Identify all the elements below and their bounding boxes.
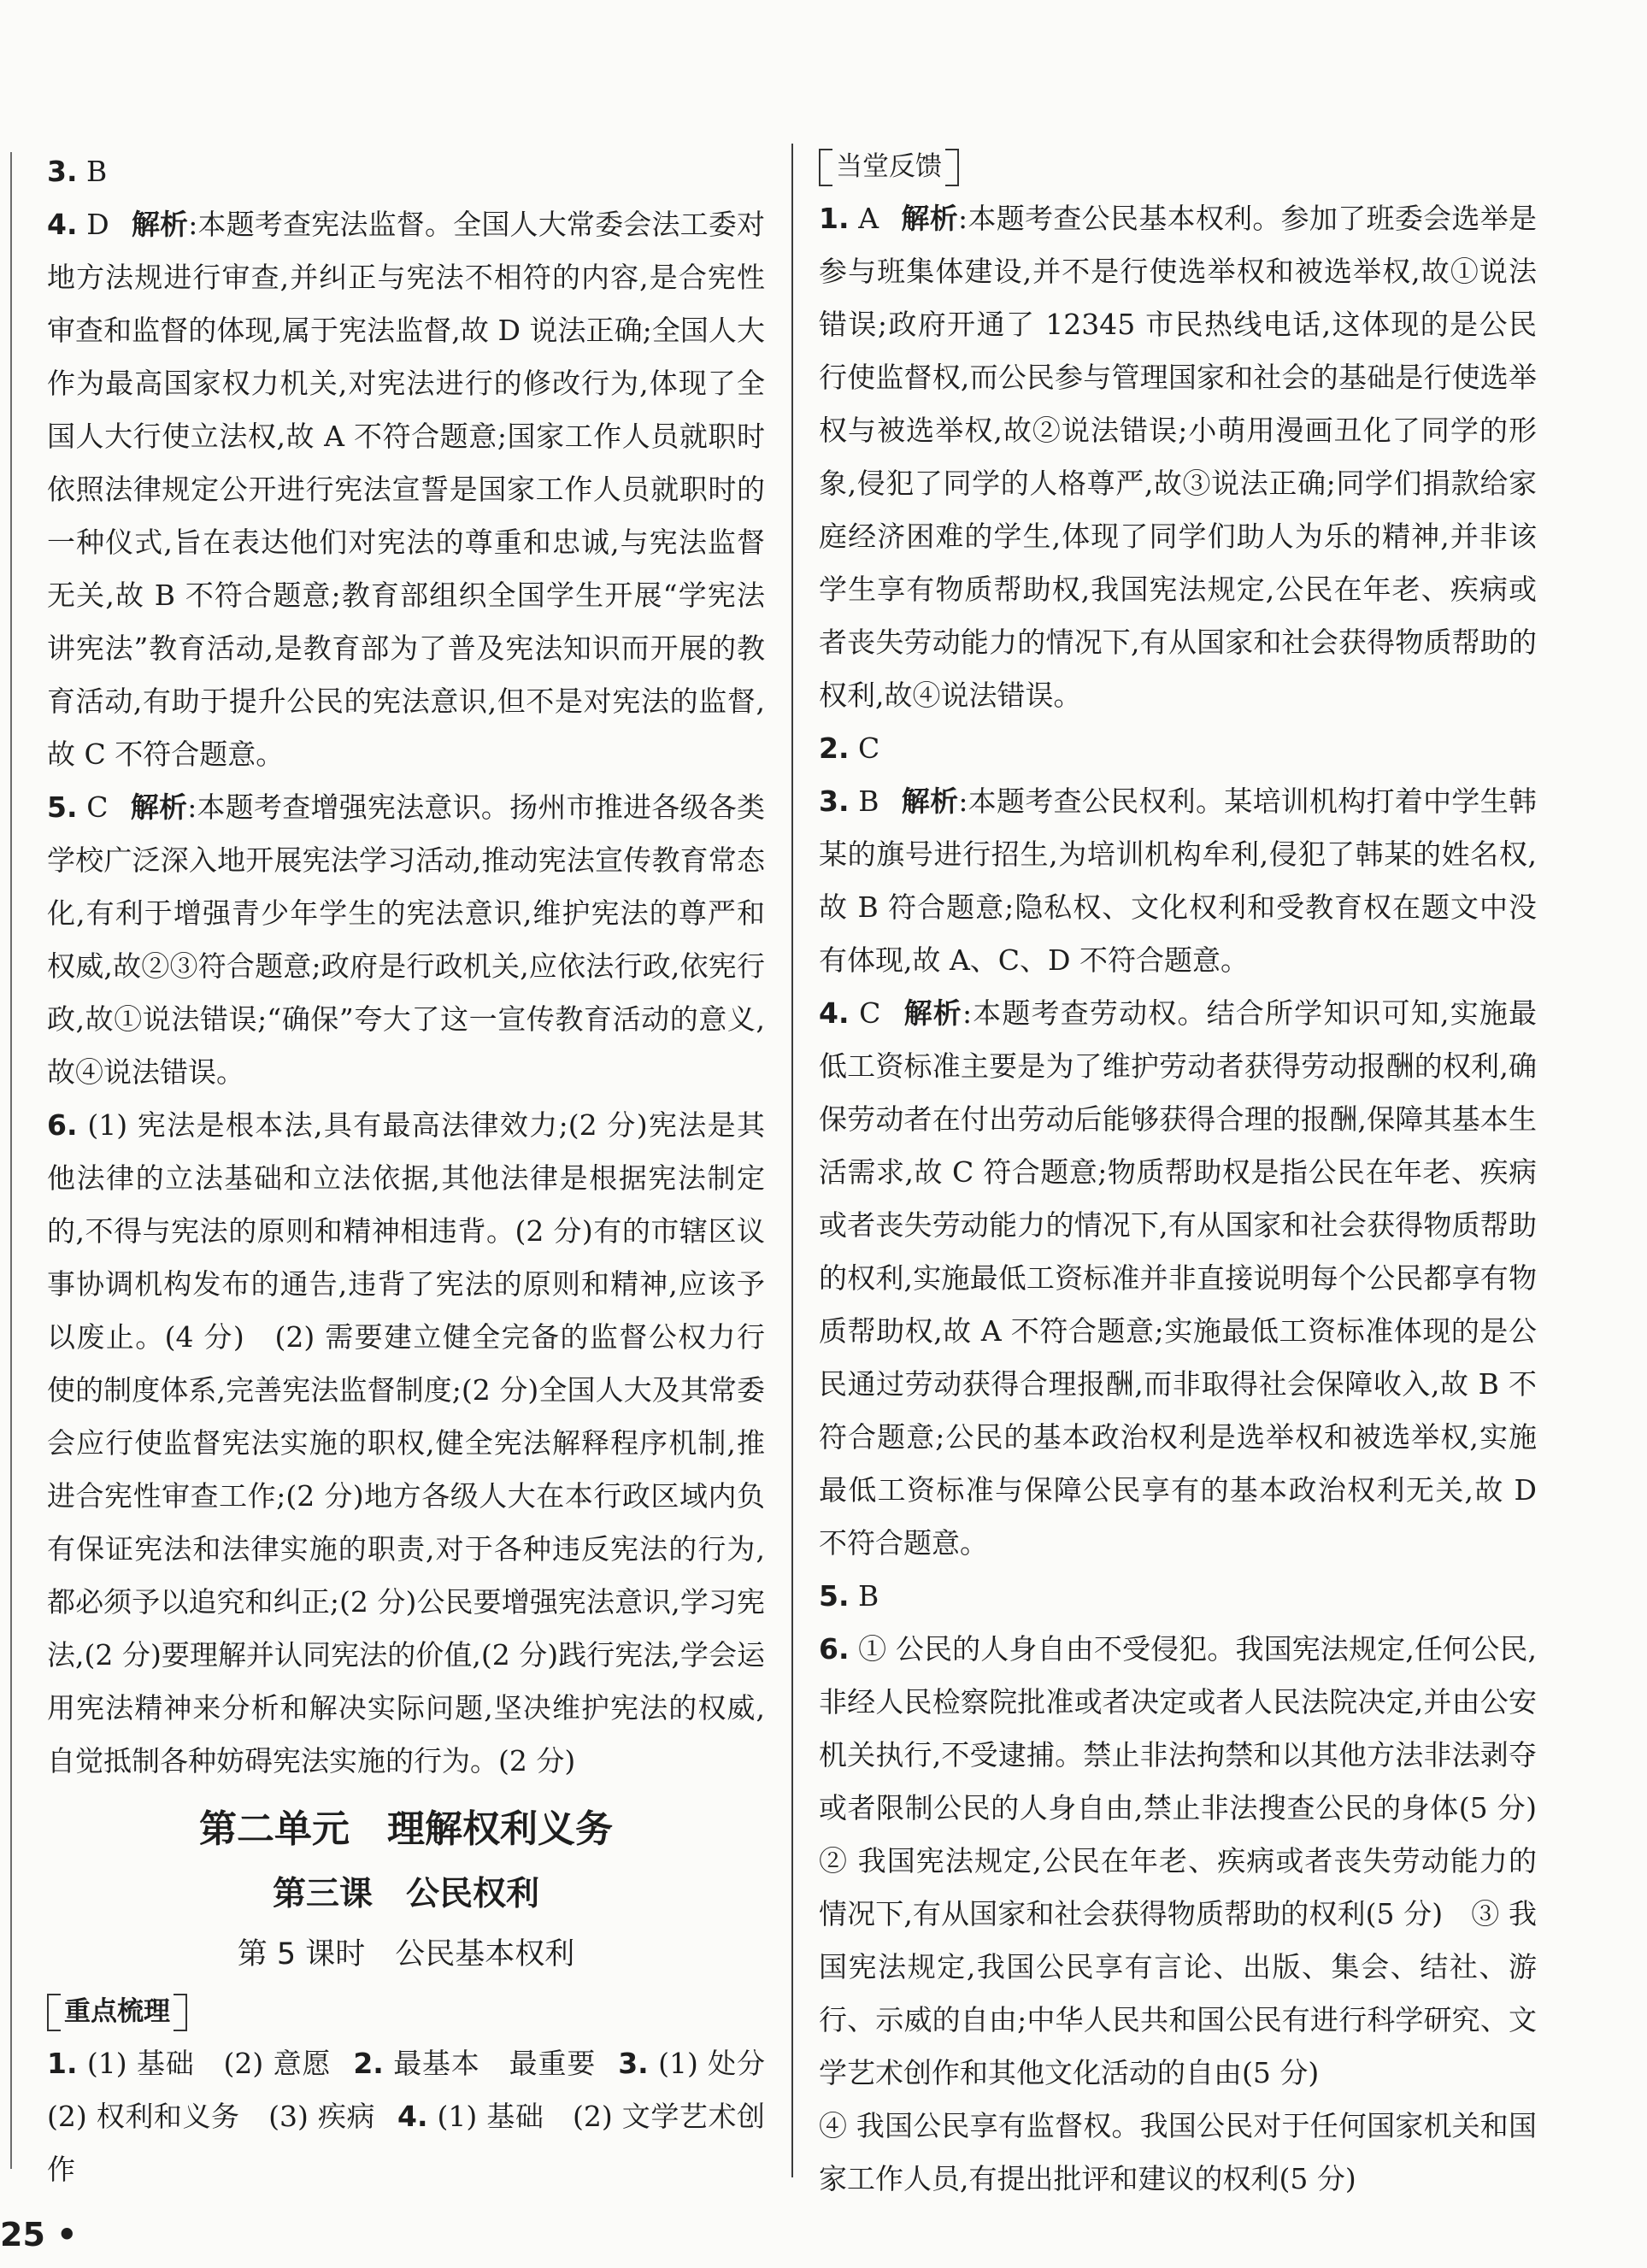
period-title: 第 5 课时 公民基本权利: [237, 1937, 575, 1971]
left-column: [47, 145, 794, 2196]
analysis-text: :本题考查宪法监督。全国人大常委会法工委对地方法规进行审查,并纠正与宪法不相符的内容,是合宪性审查和监督的体现,属于宪法监督,故 D 说法正确;全国人大作为最高国家权力机关,对宪法进行的修改行为,体现了全国人大行使立法权,故 A 不符合题意;国家工作人员就职时依照法律规定公开进行宪法宣誓是国家工作人员就职时的一种仪式,旨在表达他们对宪法的尊重和忠诚,与宪法监督无关,故 B 不符合题意;教育部组织全国学生开展“学宪法 讲宪法”教育活动,是教育部为了普及宪法知识而开展的教育活动,有助于提升公民的宪法意识,但不是对宪法的监督,故 C 不符合题意。: [47, 208, 793, 771]
answer-item: 4. D 解析:本题考查宪法监督。全国人大常委会法工委对地方法规进行审查,并纠正与宪法不相符的内容,是合宪性审查和监督的体现,属于宪法监督,故 D 说法正确;全国人大作为最高国家权力机关,对宪法进行的修改行为,体现了全国人大行使立法权,故 A 不符合题意;国家工作人员就职时依照法律规定公开进行宪法宣誓是国家工作人员就职时的一种仪式,旨在表达他们对宪法的尊重和忠诚,与宪法监督无关,故 B 不符合题意;教育部组织全国学生开展“学宪法 讲宪法”教育活动,是教育部为了普及宪法知识而开展的教育活动,有助于提升公民的宪法意识,但不是对宪法的监督,故 C 不符合题意。: [47, 208, 793, 771]
answer-item: 1. A 解析:本题考查公民基本权利。参加了班委会选举是参与班集体建设,并不是行使选举权和被选举权,故①说法错误;政府开通了 12345 市民热线电话,这体现的是公民行使监督权,而公民参与管理国家和社会的基础是行使选举权与被选举权,故②说法错误;小萌用漫画丑化了同学的形象,侵犯了同学的人格尊严,故③说法正确;同学们捐款给家庭经济困难的学生,体现了同学们助人为乐的精神,并非该学生享有物质帮助权,我国宪法规定,公民在年老、疾病或者丧失劳动能力的情况下,有从国家和社会获得物质帮助的权利,故④说法错误。: [819, 202, 1538, 712]
analysis-text: :本题考查公民基本权利。参加了班委会选举是参与班集体建设,并不是行使选举权和被选举权,故①说法错误;政府开通了 12345 市民热线电话,这体现的是公民行使监督权,而公民参与管理国家和社会的基础是行使选举权与被选举权,故②说法错误;小萌用漫画丑化了同学的形象,侵犯了同学的人格尊严,故③说法正确;同学们捐款给家庭经济困难的学生,体现了同学们助人为乐的精神,并非该学生享有物质帮助权,我国宪法规定,公民在年老、疾病或者丧失劳动能力的情况下,有从国家和社会获得物质帮助的权利,故④说法错误。: [819, 202, 1538, 712]
answer-text: (1) 宪法是根本法,具有最高法律效力;(2 分)宪法是其他法律的立法基础和立法依据,其他法律是根据宪法制定的,不得与宪法的原则和精神相违背。(2 分)有的市辖区议事协调机构发布的通告,违背了宪法的原则和精神,应该予以废止。(4 分) (2) 需要建立健全完备的监督公权力行使的制度体系,完善宪法监督制度;(2 分)全国人大及其常委会应行使监督宪法实施的职权,健全宪法解释程序机制,推进合宪性审查工作;(2 分)地方各级人大在本行政区域内负有保证宪法和法律实施的职责,对于各种违反宪法的行为,都必须予以追究和纠正;(2 分)公民要增强宪法意识,学习宪法,(2 分)要理解并认同宪法的价值,(2 分)践行宪法,学会运用宪法精神来分析和解决实际问题,坚决维护宪法的权威,自觉抵制各种妨碍宪法实施的行为。(2 分): [47, 1108, 765, 1777]
analysis-label: 解析: [903, 996, 962, 1030]
answer-item: 5. B: [819, 1579, 879, 1613]
analysis-label: 解析: [130, 790, 188, 824]
section-label-feedback: 当堂反馈: [819, 139, 1537, 192]
answer-choice: C: [86, 790, 109, 824]
analysis-label: 解析: [131, 208, 189, 241]
answer-choice: B: [86, 155, 108, 188]
answer-item: 4. C 解析:本题考查劳动权。结合所学知识可知,实施最低工资标准主要是为了维护劳动者获得劳动报酬的权利,确保劳动者在付出劳动后能够获得合理的报酬,保障其基本生活需求,故 C 符合题意;物质帮助权是指公民在年老、疾病或者丧失劳动能力的情况下,有从国家和社会获得物质帮助的权利,实施最低工资标准并非直接说明每个公民都享有物质帮助权,故 A 不符合题意;实施最低工资标准体现的是公民通过劳动获得合理报酬,而非取得社会保障收入,故 B 不符合题意;公民的基本政治权利是选举权和被选举权,实施最低工资标准与保障公民享有的基本政治权利无关,故 D 不符合题意。: [819, 996, 1538, 1560]
answer-item: 6. (1) 宪法是根本法,具有最高法律效力;(2 分)宪法是其他法律的立法基础和立法依据,其他法律是根据宪法制定的,不得与宪法的原则和精神相违背。(2 分)有的市辖区议事协调机构发布的通告,违背了宪法的原则和精神,应该予以废止。(4 分) (2) 需要建立健全完备的监督公权力行使的制度体系,完善宪法监督制度;(2 分)全国人大及其常委会应行使监督宪法实施的职权,健全宪法解释程序机制,推进合宪性审查工作;(2 分)地方各级人大在本行政区域内负有保证宪法和法律实施的职责,对于各种违反宪法的行为,都必须予以追究和纠正;(2 分)公民要增强宪法意识,学习宪法,(2 分)要理解并认同宪法的价值,(2 分)践行宪法,学会运用宪法精神来分析和解决实际问题,坚决维护宪法的权威,自觉抵制各种妨碍宪法实施的行为。(2 分): [47, 1108, 765, 1777]
answer-text-continued: ④ 我国公民享有监督权。我国公民对于任何国家机关和国家工作人员,有提出批评和建议的权利(5 分): [819, 2109, 1537, 2195]
answer-choice: B: [858, 1579, 879, 1613]
answer-choice: D: [86, 208, 109, 241]
answer-choice: C: [858, 732, 880, 765]
analysis-label: 解析: [901, 784, 959, 818]
analysis-text: :本题考查劳动权。结合所学知识可知,实施最低工资标准主要是为了维护劳动者获得劳动报酬的权利,确保劳动者在付出劳动后能够获得合理的报酬,保障其基本生活需求,故 C 符合题意;物质帮助权是指公民在年老、疾病或者丧失劳动能力的情况下,有从国家和社会获得物质帮助的权利,实施最低工资标准并非直接说明每个公民都享有物质帮助权,故 A 不符合题意;实施最低工资标准体现的是公民通过劳动获得合理报酬,而非取得社会保障收入,故 B 不符合题意;公民的基本政治权利是选举权和被选举权,实施最低工资标准与保障公民享有的基本政治权利无关,故 D 不符合题意。: [819, 996, 1538, 1560]
column-divider: [791, 144, 793, 2177]
review-answers: 1. (1) 基础 (2) 意愿 2. 最基本 最重要 3. (1) 处分 (2) 权利和义务 (3) 疾病 4. (1) 基础 (2) 文学艺术创作: [47, 2047, 794, 2186]
analysis-text: :本题考查增强宪法意识。扬州市推进各级各类学校广泛深入地开展宪法学习活动,推动宪法宣传教育常态化,有利于增强青少年学生的宪法意识,维护宪法的尊严和权威,故②③符合题意;政府是行政机关,应依法行政,依宪行政,故①说法错误;“确保”夸大了这一宣传教育活动的意义,故④说法错误。: [47, 790, 765, 1089]
answer-choice: C: [859, 996, 881, 1030]
answer-text: ① 公民的人身自由不受侵犯。我国宪法规定,任何公民,非经人民检察院批准或者决定或者人民法院决定,并由公安机关执行,不受逮捕。禁止非法拘禁和以其他方法非法剥夺或者限制公民的人身自由,禁止非法搜查公民的身体(5 分) ② 我国宪法规定,公民在年老、疾病或者丧失劳动能力的情况下,有从国家和社会获得物质帮助的权利(5 分) ③ 我国宪法规定,我国公民享有言论、出版、集会、结社、游行、示威的自由;中华人民共和国公民有进行科学研究、文学艺术创作和其他文化活动的自由(5 分): [819, 1632, 1565, 2089]
answer-choice: B: [858, 784, 879, 818]
analysis-text: :本题考查公民权利。某培训机构打着中学生韩某的旗号进行招生,为培训机构牟利,侵犯了韩某的姓名权,故 B 符合题意;隐私权、文化权利和受教育权在题文中没有体现,故 A、C、D 不符合题意。: [819, 784, 1537, 977]
left-margin-rule: [10, 152, 12, 2169]
answer-item: 6. ① 公民的人身自由不受侵犯。我国宪法规定,任何公民,非经人民检察院批准或者决定或者人民法院决定,并由公安机关执行,不受逮捕。禁止非法拘禁和以其他方法非法剥夺或者限制公民的人身自由,禁止非法搜查公民的身体(5 分) ② 我国宪法规定,公民在年老、疾病或者丧失劳动能力的情况下,有从国家和社会获得物质帮助的权利(5 分) ③ 我国宪法规定,我国公民享有言论、出版、集会、结社、游行、示威的自由;中华人民共和国公民有进行科学研究、文学艺术创作和其他文化活动的自由(5 分): [819, 1632, 1565, 2089]
section-label-review: 重点梳理: [47, 1984, 765, 2037]
right-column: [819, 139, 1565, 2206]
answer-item: 3. B: [47, 155, 108, 188]
answer-item: 3. B 解析:本题考查公民权利。某培训机构打着中学生韩某的旗号进行招生,为培训机构牟利,侵犯了韩某的姓名权,故 B 符合题意;隐私权、文化权利和受教育权在题文中没有体现,故 A、C、D 不符合题意。: [819, 784, 1537, 977]
answer-item: 5. C 解析:本题考查增强宪法意识。扬州市推进各级各类学校广泛深入地开展宪法学习活动,推动宪法宣传教育常态化,有利于增强青少年学生的宪法意识,维护宪法的尊严和权威,故②③符合题意;政府是行政机关,应依法行政,依宪行政,故①说法错误;“确保”夸大了这一宣传教育活动的意义,故④说法错误。: [47, 790, 765, 1089]
unit-title: 第二单元 理解权利义务: [199, 1807, 613, 1851]
analysis-label: 解析: [901, 202, 959, 235]
answer-choice: A: [858, 202, 879, 235]
answer-item: 2. C: [819, 732, 880, 765]
lesson-title: 第三课 公民权利: [272, 1875, 539, 1913]
page-number: 25 •: [0, 2216, 78, 2253]
